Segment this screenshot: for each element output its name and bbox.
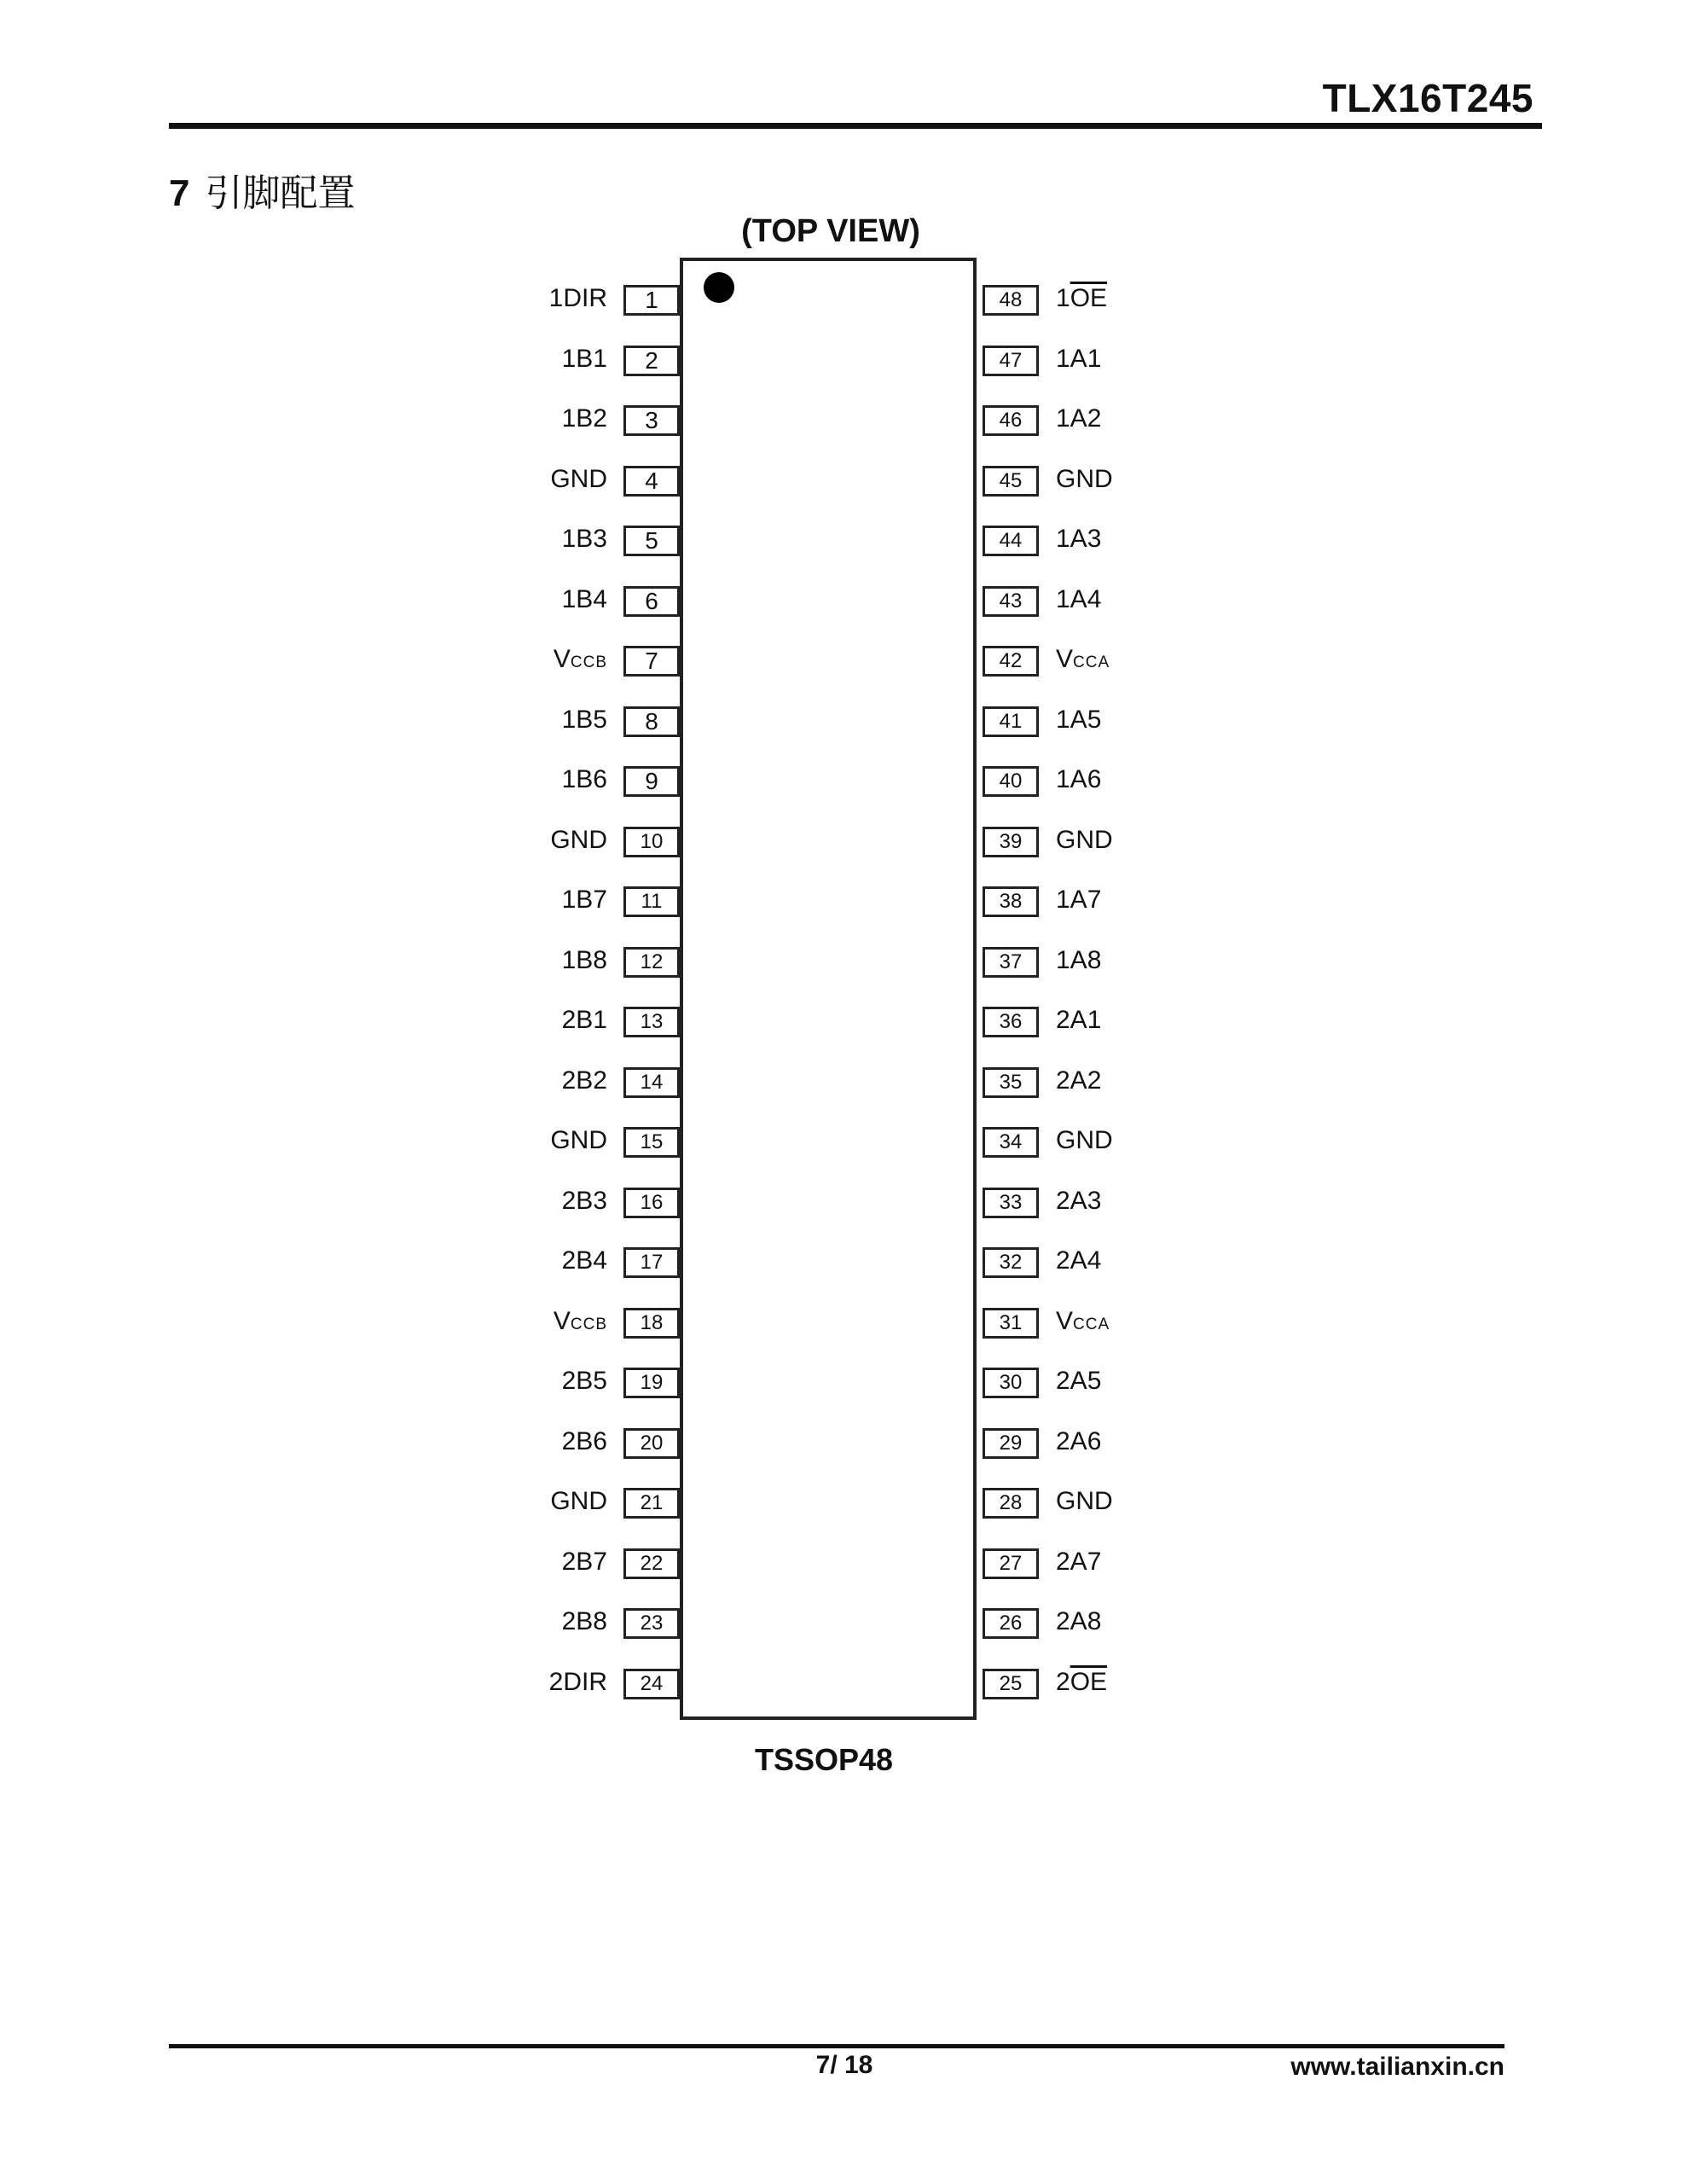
pin-number-box: 41 bbox=[983, 706, 1039, 737]
pin-name: V bbox=[553, 645, 571, 673]
pin-name: 1B4 bbox=[561, 584, 607, 613]
pin-number-box: 13 bbox=[623, 1007, 680, 1037]
pin-number-box: 23 bbox=[623, 1608, 680, 1639]
pin-number-box: 20 bbox=[623, 1428, 680, 1459]
pin-name-subscript: CCB bbox=[570, 1315, 607, 1333]
pin-number-box: 45 bbox=[983, 466, 1039, 497]
pin-label bbox=[1056, 404, 1101, 433]
pin-label bbox=[1056, 706, 1101, 735]
pin-number-box: 34 bbox=[983, 1127, 1039, 1158]
pin-number-box: 25 bbox=[983, 1669, 1039, 1699]
pin-label bbox=[1056, 886, 1101, 915]
pin-number-box: 12 bbox=[623, 947, 680, 978]
pin-label bbox=[550, 826, 607, 855]
pin-name-subscript: CCA bbox=[1073, 1315, 1110, 1333]
package-label: TSSOP48 bbox=[754, 1742, 894, 1777]
pin-number-box: 29 bbox=[983, 1428, 1039, 1459]
pin-name: 2A2 bbox=[1056, 1066, 1102, 1095]
pin-label bbox=[562, 1367, 607, 1396]
pin-label bbox=[562, 706, 607, 735]
pin-number-box: 21 bbox=[623, 1488, 680, 1519]
pin-label bbox=[562, 1607, 607, 1636]
pin-number-box: 33 bbox=[983, 1188, 1039, 1218]
pin-label bbox=[562, 525, 607, 554]
pin-label bbox=[554, 1307, 607, 1336]
pin-number-box: 31 bbox=[983, 1308, 1039, 1339]
pin-name: 1A7 bbox=[1056, 886, 1102, 914]
footer-url: www.tailianxin.cn bbox=[1290, 2053, 1504, 2081]
pin-name: 2B4 bbox=[561, 1246, 607, 1275]
pin-label bbox=[1056, 284, 1107, 313]
pin-number-box: 47 bbox=[983, 346, 1039, 376]
pin-number-box: 27 bbox=[983, 1548, 1039, 1579]
pin-name: 1B8 bbox=[561, 945, 607, 974]
pin-name: 1DIR bbox=[548, 284, 607, 312]
pin-name: 1B7 bbox=[561, 886, 607, 914]
pin-name: 2A7 bbox=[1056, 1547, 1102, 1576]
pin-name: 2B3 bbox=[561, 1186, 607, 1215]
pin-name: 2A1 bbox=[1056, 1006, 1102, 1034]
pin-name: 2B7 bbox=[561, 1547, 607, 1576]
page-number: 7/ 18 bbox=[815, 2051, 873, 2079]
pin-label bbox=[1056, 525, 1101, 554]
section-heading bbox=[169, 162, 355, 217]
pin-name: 2B8 bbox=[561, 1607, 607, 1635]
pin-name: 1B1 bbox=[561, 344, 607, 373]
pin-label bbox=[1056, 345, 1101, 374]
pin-label bbox=[562, 946, 607, 975]
pin-number-box: 36 bbox=[983, 1007, 1039, 1037]
pin-label bbox=[1056, 1246, 1101, 1275]
pin-label bbox=[562, 1187, 607, 1216]
pin-number-box: 6 bbox=[623, 586, 680, 617]
pin-number-box: 37 bbox=[983, 947, 1039, 978]
pin-number-box: 26 bbox=[983, 1608, 1039, 1639]
pin-name: GND bbox=[550, 1126, 607, 1154]
pin-label bbox=[1056, 1066, 1101, 1095]
pin-label bbox=[1056, 826, 1113, 855]
footer-rule bbox=[169, 2044, 1504, 2048]
pin-name: 1B3 bbox=[561, 525, 607, 553]
pin-label bbox=[550, 465, 607, 494]
pin-name-overline: $\overline{OE}$ bbox=[1070, 1667, 1108, 1696]
pin-label bbox=[1056, 1307, 1110, 1336]
pin-number-box: 24 bbox=[623, 1669, 680, 1699]
pin-name: 2A6 bbox=[1056, 1426, 1102, 1455]
pin-number-box: 16 bbox=[623, 1188, 680, 1218]
pin-label bbox=[1056, 585, 1101, 614]
pin-number-box: 43 bbox=[983, 586, 1039, 617]
pin-label bbox=[1056, 1487, 1113, 1516]
header-title: TLX16T245 bbox=[1322, 76, 1533, 120]
pin-number-box: 39 bbox=[983, 827, 1039, 857]
pin-name: 1 bbox=[1056, 284, 1070, 312]
pin-label bbox=[1056, 1126, 1113, 1155]
pin-label bbox=[562, 345, 607, 374]
pin-name: 1A6 bbox=[1056, 765, 1102, 793]
pin-name: GND bbox=[1056, 464, 1113, 493]
pin-label bbox=[1056, 1367, 1101, 1396]
pin-number-box: 1 bbox=[623, 285, 680, 316]
pin-number-box: 5 bbox=[623, 526, 680, 556]
pin-label bbox=[562, 765, 607, 794]
pin-label bbox=[1056, 1427, 1101, 1456]
pin-name: 2A5 bbox=[1056, 1367, 1102, 1395]
pin-name: GND bbox=[1056, 1126, 1113, 1154]
pin-label bbox=[1056, 1668, 1107, 1697]
pin-name: GND bbox=[1056, 1487, 1113, 1515]
pin-name: 2DIR bbox=[548, 1667, 607, 1696]
pin-number-box: 42 bbox=[983, 646, 1039, 677]
pin-name: V bbox=[1056, 1306, 1074, 1335]
pin-number-box: 44 bbox=[983, 526, 1039, 556]
pin-label bbox=[550, 1487, 607, 1516]
pin-label bbox=[1056, 465, 1113, 494]
pin-number-box: 11 bbox=[623, 886, 680, 917]
pin-name: GND bbox=[550, 464, 607, 493]
pin-label bbox=[550, 1126, 607, 1155]
pin-number-box: 35 bbox=[983, 1067, 1039, 1098]
pin-label bbox=[554, 645, 607, 674]
pin-number-box: 40 bbox=[983, 766, 1039, 797]
pin-label bbox=[1056, 765, 1101, 794]
pin-label bbox=[1056, 946, 1101, 975]
pin-number-box: 28 bbox=[983, 1488, 1039, 1519]
pin-name: 1B2 bbox=[561, 404, 607, 433]
pin-name-subscript: CCA bbox=[1073, 653, 1110, 671]
pin-name: 1A4 bbox=[1056, 584, 1102, 613]
pin-name: 2A8 bbox=[1056, 1607, 1102, 1635]
pin-label bbox=[562, 404, 607, 433]
section-number: 7 bbox=[169, 172, 190, 214]
pin-name: GND bbox=[550, 825, 607, 854]
header-rule bbox=[169, 123, 1542, 129]
pin-label bbox=[1056, 1187, 1101, 1216]
pin-label bbox=[562, 585, 607, 614]
pin-number-box: 38 bbox=[983, 886, 1039, 917]
pin-number-box: 14 bbox=[623, 1067, 680, 1098]
pin-label bbox=[562, 1006, 607, 1035]
pin-name: V bbox=[1056, 645, 1074, 673]
pin-name: 1A2 bbox=[1056, 404, 1102, 433]
pin1-indicator-dot bbox=[704, 272, 734, 303]
pin-number-box: 30 bbox=[983, 1368, 1039, 1398]
pin-number-box: 8 bbox=[623, 706, 680, 737]
section-title: 引脚配置 bbox=[205, 171, 356, 215]
pin-name: 2 bbox=[1056, 1667, 1070, 1696]
pin-name: 1B6 bbox=[561, 765, 607, 793]
pin-name: GND bbox=[1056, 825, 1113, 854]
pin-number-box: 15 bbox=[623, 1127, 680, 1158]
pin-number-box: 18 bbox=[623, 1308, 680, 1339]
pin-label bbox=[1056, 1607, 1101, 1636]
pin-label bbox=[562, 1066, 607, 1095]
pin-label bbox=[549, 284, 607, 313]
pin-label bbox=[1056, 645, 1110, 674]
pin-number-box: 17 bbox=[623, 1247, 680, 1278]
pin-number-box: 10 bbox=[623, 827, 680, 857]
pin-label bbox=[1056, 1006, 1101, 1035]
pin-name: V bbox=[553, 1306, 571, 1335]
pin-name-overline: $\overline{OE}$ bbox=[1070, 284, 1108, 312]
pin-name: GND bbox=[550, 1487, 607, 1515]
pin-number-box: 48 bbox=[983, 285, 1039, 316]
pin-number-box: 32 bbox=[983, 1247, 1039, 1278]
pin-label bbox=[562, 1427, 607, 1456]
pin-name: 1A1 bbox=[1056, 344, 1102, 373]
pin-label bbox=[562, 886, 607, 915]
pin-name: 2B5 bbox=[561, 1367, 607, 1395]
pin-name-subscript: CCB bbox=[570, 653, 607, 671]
pin-label bbox=[562, 1548, 607, 1577]
pin-name: 2A4 bbox=[1056, 1246, 1102, 1275]
pin-name: 1A8 bbox=[1056, 945, 1102, 974]
pin-name: 1B5 bbox=[561, 705, 607, 734]
chip-body bbox=[680, 258, 977, 1720]
pin-label bbox=[1056, 1548, 1101, 1577]
pin-name: 2B1 bbox=[561, 1006, 607, 1034]
pin-number-box: 46 bbox=[983, 405, 1039, 436]
pin-number-box: 2 bbox=[623, 346, 680, 376]
pin-label bbox=[562, 1246, 607, 1275]
view-label: (TOP VIEW) bbox=[741, 213, 920, 249]
pin-name: 2A3 bbox=[1056, 1186, 1102, 1215]
pin-name: 2B6 bbox=[561, 1426, 607, 1455]
pin-name: 1A5 bbox=[1056, 705, 1102, 734]
pin-name: 1A3 bbox=[1056, 525, 1102, 553]
pin-number-box: 9 bbox=[623, 766, 680, 797]
pin-number-box: 7 bbox=[623, 646, 680, 677]
pin-label bbox=[549, 1668, 607, 1697]
pin-number-box: 4 bbox=[623, 466, 680, 497]
pin-number-box: 3 bbox=[623, 405, 680, 436]
pin-name: 2B2 bbox=[561, 1066, 607, 1095]
pin-number-box: 19 bbox=[623, 1368, 680, 1398]
pin-number-box: 22 bbox=[623, 1548, 680, 1579]
